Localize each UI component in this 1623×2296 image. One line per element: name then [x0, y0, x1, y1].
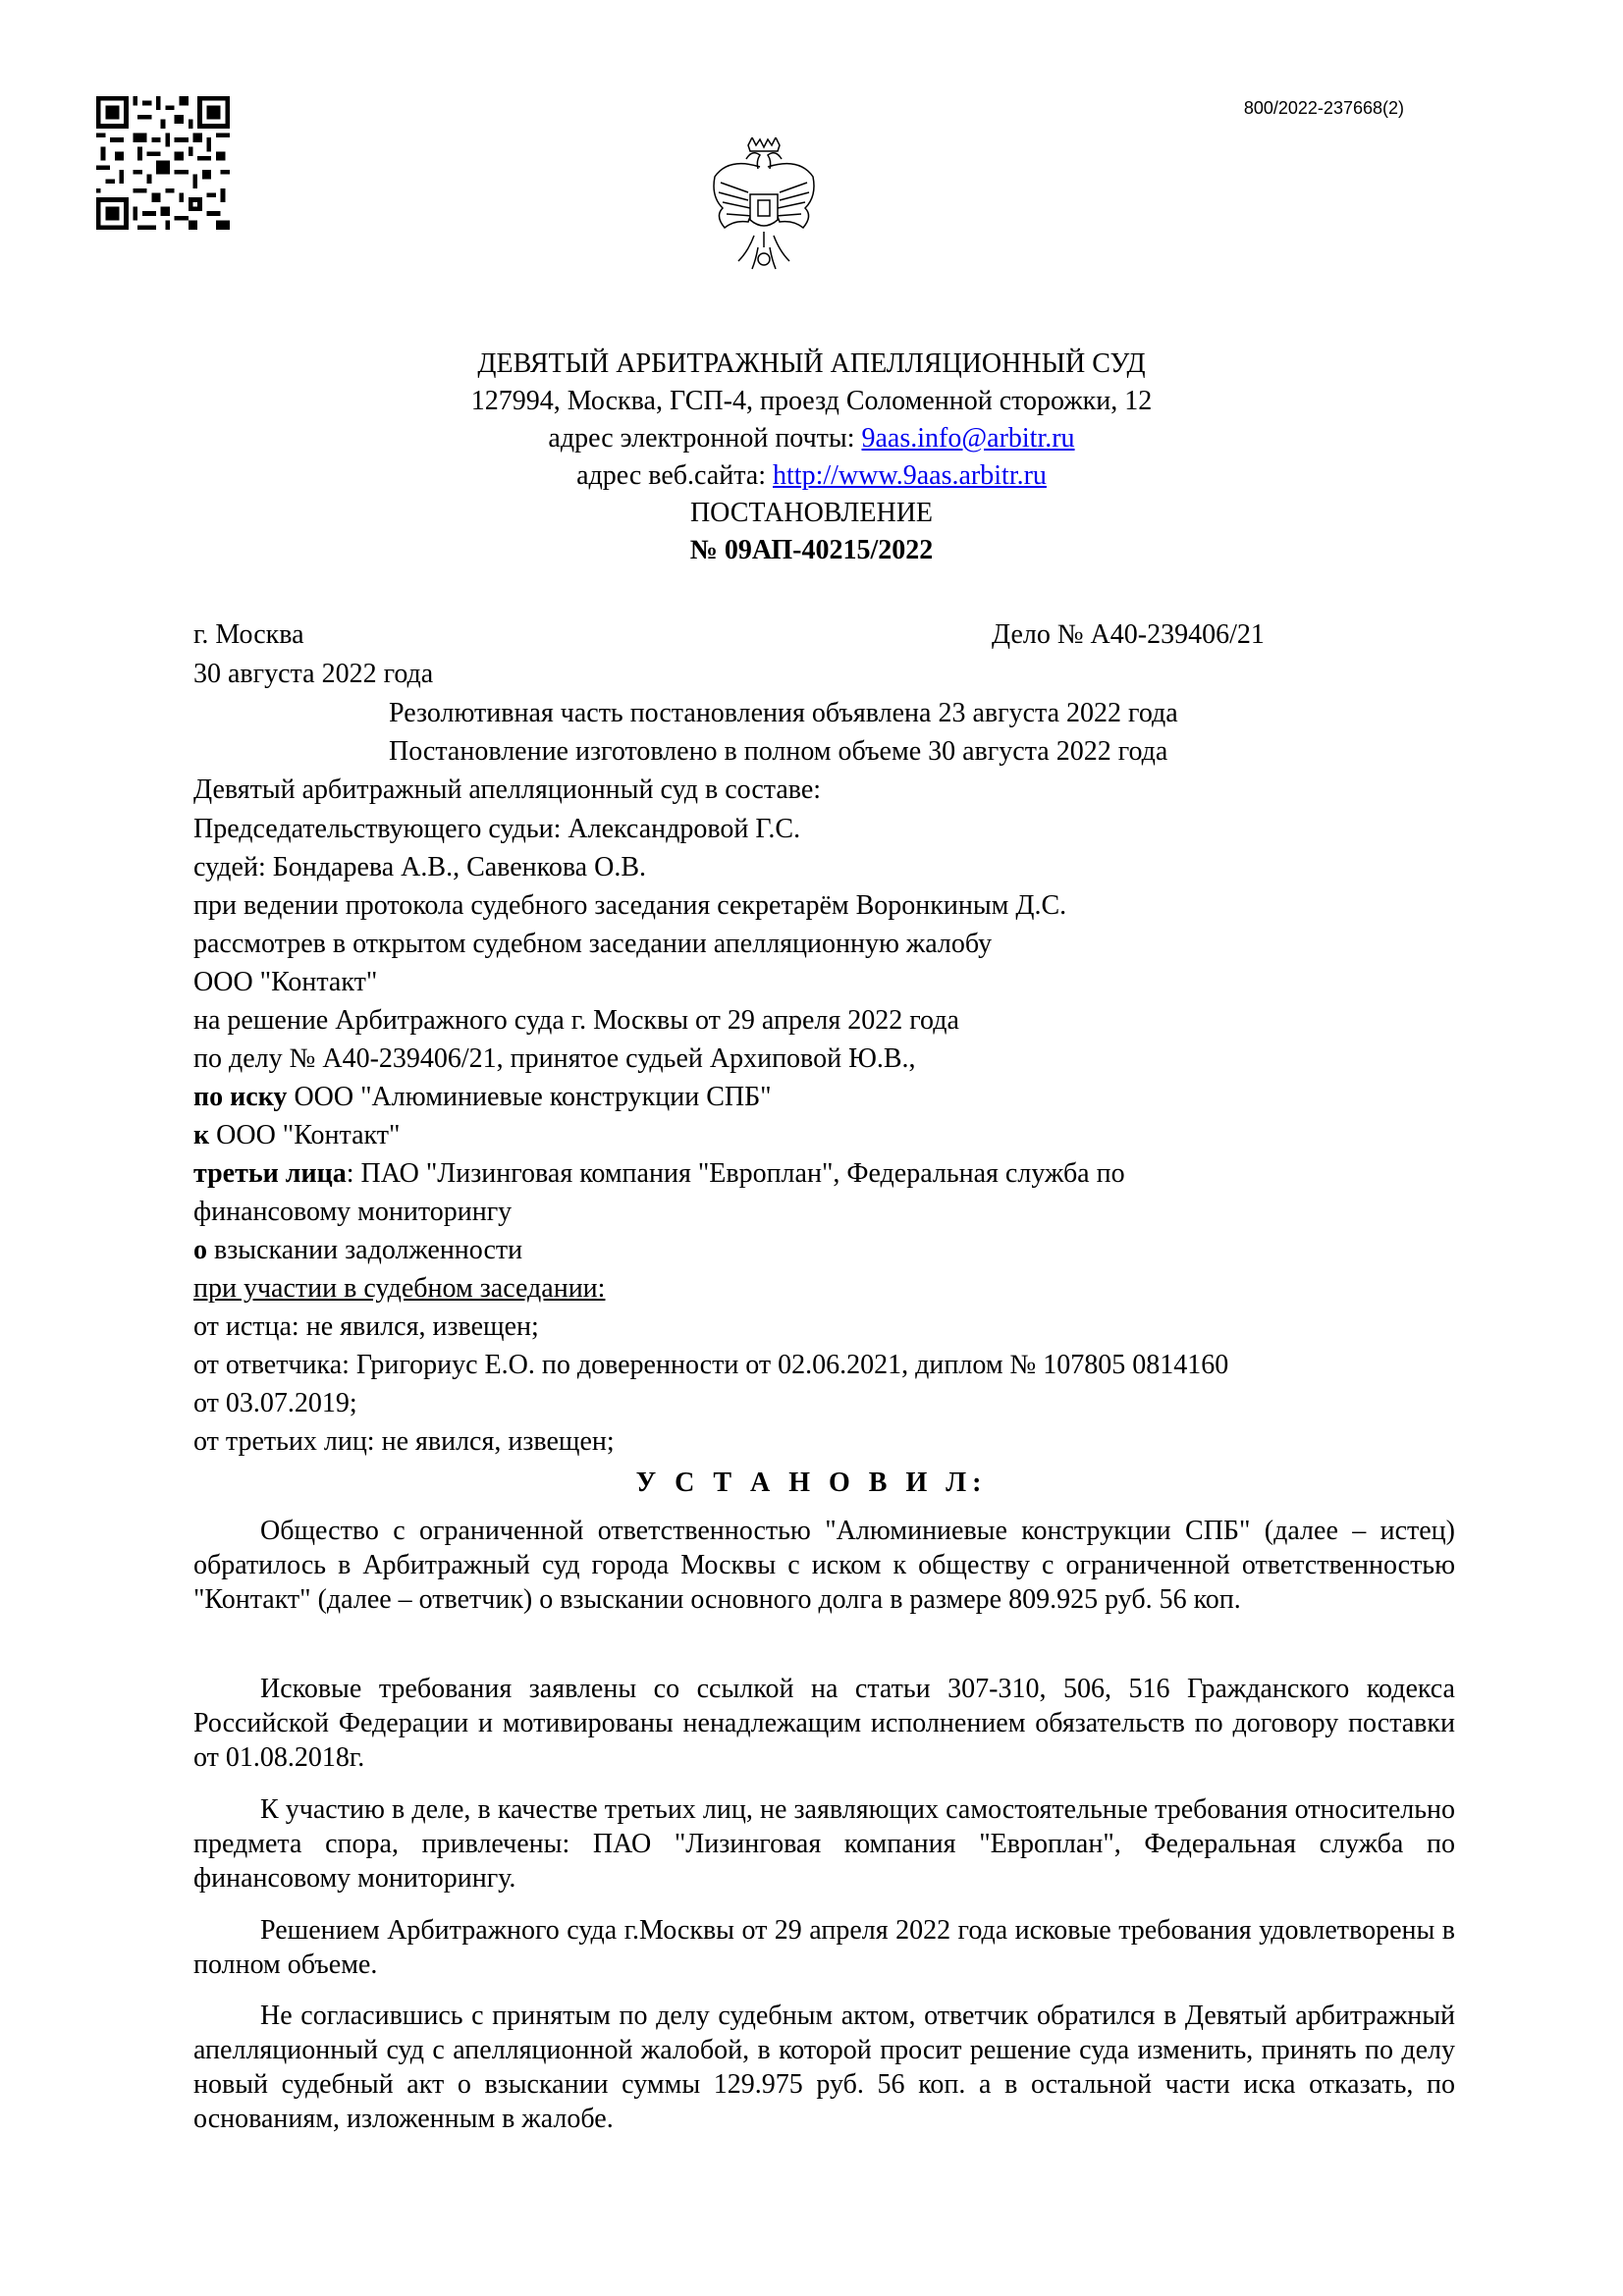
plaintiff-label: по иску [193, 1082, 288, 1112]
third-parties-attendance: от третьих лиц: не явился, извещен; [193, 1426, 615, 1457]
participants-heading: при участии в судебном заседании: [193, 1273, 606, 1304]
third-parties-label: третьи лица [193, 1158, 347, 1189]
qr-code-icon [96, 96, 230, 230]
court-composition: Девятый арбитражный апелляционный суд в составе: [193, 774, 822, 805]
appealed-decision: на решение Арбитражного суда г. Москвы от 29 апреля 2022 года [193, 1005, 959, 1036]
defendant-value: ООО "Контакт" [209, 1120, 401, 1150]
paragraph: Не согласившись с принятым по делу судебным актом, ответчик обратился в Девятый арбитражный апелляционный суд с апелляционной жалобой, в которой просит решение суда изменить, принять по делу новый судебный акт о взыскании суммы 129.975 руб. 56 коп. а в остальной части иска отказать, по основаниям, изложенным в жалобе. [193, 2001, 1455, 2134]
court-email-line [0, 420, 1623, 457]
paragraph: Исковые требования заявлены со ссылкой на статьи 307-310, 506, 516 Гражданского кодекса Российской Федерации и мотивированы ненадлежащим исполнением обязательств по договору поставки от 01.08.2018г. [193, 1674, 1455, 1773]
appeal-line: рассмотрев в открытом судебном заседании апелляционную жалобу [193, 929, 993, 959]
plaintiff-line [193, 1079, 772, 1116]
defendant-label: к [193, 1120, 210, 1150]
russian-coat-of-arms-icon [709, 137, 819, 275]
site-link[interactable]: http://www.9aas.arbitr.ru [773, 460, 1047, 491]
judges: судей: Бондарева А.В., Савенкова О.В. [193, 852, 647, 882]
third-parties-value: : ПАО "Лизинговая компания "Европлан", Федеральная служба по [346, 1158, 1125, 1189]
presiding-judge: Председательствующего судьи: Александровой Г.С. [193, 814, 801, 844]
third-parties-line [193, 1155, 1125, 1193]
court-name: ДЕВЯТЫЙ АРБИТРАЖНЫЙ АПЕЛЛЯЦИОННЫЙ СУД [477, 348, 1146, 379]
court-site-line [0, 457, 1623, 495]
court-address: 127994, Москва, ГСП-4, проезд Соломенной сторожки, 12 [470, 386, 1153, 416]
secretary: при ведении протокола судебного заседания секретарём Воронкиным Д.С. [193, 890, 1067, 921]
case-number: Дело № А40-239406/21 [992, 619, 1265, 650]
paragraph: Решением Арбитражного суда г.Москвы от 29 апреля 2022 года исковые требования удовлетворены в полном объеме. [193, 1915, 1455, 1980]
city: г. Москва [193, 619, 304, 650]
section-title: У С Т А Н О В И Л: [635, 1468, 988, 1498]
resolution-made: Постановление изготовлено в полном объеме 30 августа 2022 года [389, 736, 1168, 767]
defendant-line [193, 1117, 400, 1154]
subject-label: о [193, 1235, 207, 1265]
subject-value: взыскании задолженности [207, 1235, 523, 1265]
resolution-announced: Резолютивная часть постановления объявлена 23 августа 2022 года [389, 698, 1178, 728]
decision-number: № 09АП-40215/2022 [689, 535, 934, 565]
plaintiff-value: ООО "Алюминиевые конструкции СПБ" [287, 1082, 772, 1112]
third-parties-cont: финансовому мониторингу [193, 1197, 513, 1227]
email-link[interactable]: 9aas.info@arbitr.ru [861, 423, 1075, 454]
paragraph: Общество с ограниченной ответственностью "Алюминиевые конструкции СПБ" (далее – истец) обратилось в Арбитражный суд города Москвы с иском к обществу с ограниченной ответственностью "Контакт" (далее – ответчик) о взыскании основного долга в размере 809.925 руб. 56 коп. [193, 1516, 1455, 1615]
plaintiff-attendance: от истца: не явился, извещен; [193, 1311, 539, 1342]
subject-line [193, 1232, 522, 1269]
email-label: адрес электронной почты: [548, 423, 862, 454]
doc-type-title: ПОСТАНОВЛЕНИЕ [689, 498, 934, 528]
paragraph: К участию в деле, в качестве третьих лиц, не заявляющих самостоятельные требования относительно предмета спора, привлечены: ПАО "Лизинговая компания "Европлан", Федеральная служба по финансовому мониторингу. [193, 1794, 1455, 1894]
defendant-attendance-cont: от 03.07.2019; [193, 1388, 357, 1418]
document-number: 800/2022-237668(2) [1243, 98, 1404, 118]
case-judge: по делу № А40-239406/21, принятое судьей Архиповой Ю.В., [193, 1043, 916, 1074]
defendant-attendance: от ответчика: Григориус Е.О. по доверенности от 02.06.2021, диплом № 107805 0814160 [193, 1350, 1229, 1380]
site-label: адрес веб.сайта: [576, 460, 774, 491]
appellant: ООО "Контакт" [193, 967, 378, 997]
court-header [0, 346, 1623, 569]
decision-date: 30 августа 2022 года [193, 659, 434, 689]
